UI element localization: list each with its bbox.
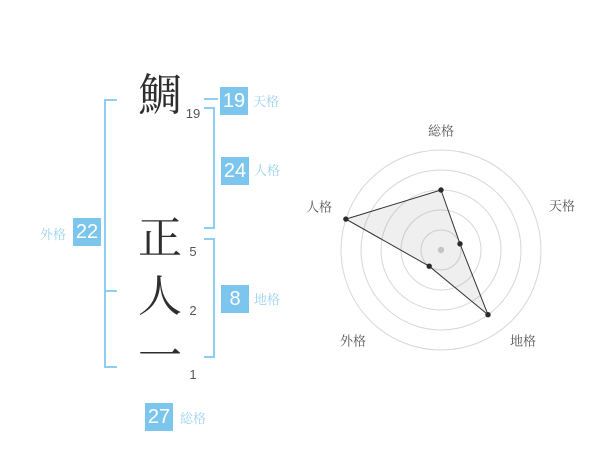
jinkaku-bracket — [213, 107, 215, 229]
gaikaku-badge: 22 — [73, 218, 101, 246]
stroke-count-3: 2 — [189, 303, 197, 318]
radar-center-dot — [438, 247, 444, 253]
radar-axis-label: 地格 — [509, 333, 537, 349]
gaikaku-bracket-tick-bottom — [104, 366, 117, 368]
radar-data-point — [343, 216, 348, 221]
jinkaku-bracket-tick-bottom — [204, 227, 215, 229]
soukaku-badge-label: 総格 — [180, 411, 207, 426]
radar-axis-label: 外格 — [339, 333, 367, 349]
radar-data-point — [438, 187, 443, 192]
gaikaku-bracket — [104, 99, 106, 368]
radar-data-point — [457, 241, 462, 246]
gaikaku-bracket-tick-middle — [104, 290, 117, 292]
radar-axis-label: 天格 — [548, 198, 576, 214]
chikaku-bracket — [213, 238, 215, 358]
radar-chart — [300, 110, 600, 370]
stroke-count-4: 1 — [189, 367, 197, 382]
jinkaku-badge-label: 人格 — [254, 163, 281, 178]
name-character-1: 鯛 — [138, 71, 182, 120]
gaikaku-bracket-tick-top — [104, 99, 117, 101]
tenkaku-connector — [204, 98, 218, 100]
name-character-4: 一 — [138, 332, 182, 381]
chikaku-bracket-tick-top — [204, 238, 215, 240]
gaikaku-badge-label: 外格 — [40, 227, 67, 242]
tenkaku-badge-label: 天格 — [253, 94, 280, 109]
soukaku-badge: 27 — [145, 403, 173, 431]
chikaku-badge: 8 — [221, 285, 249, 313]
name-character-2: 正 — [138, 214, 182, 263]
radar-axis-label: 総格 — [427, 123, 455, 139]
jinkaku-bracket-tick-top — [204, 107, 215, 109]
jinkaku-badge: 24 — [221, 157, 249, 185]
chikaku-bracket-tick-bottom — [204, 356, 215, 358]
chikaku-badge-label: 地格 — [254, 292, 281, 307]
radar-data-point — [485, 312, 490, 317]
tenkaku-badge: 19 — [220, 87, 248, 115]
stroke-count-1: 19 — [185, 106, 201, 121]
name-character-3: 人 — [138, 272, 182, 321]
radar-axis-label: 人格 — [305, 199, 333, 215]
radar-data-point — [427, 264, 432, 269]
stroke-count-2: 5 — [189, 244, 197, 259]
radar-data-polygon — [346, 190, 488, 315]
